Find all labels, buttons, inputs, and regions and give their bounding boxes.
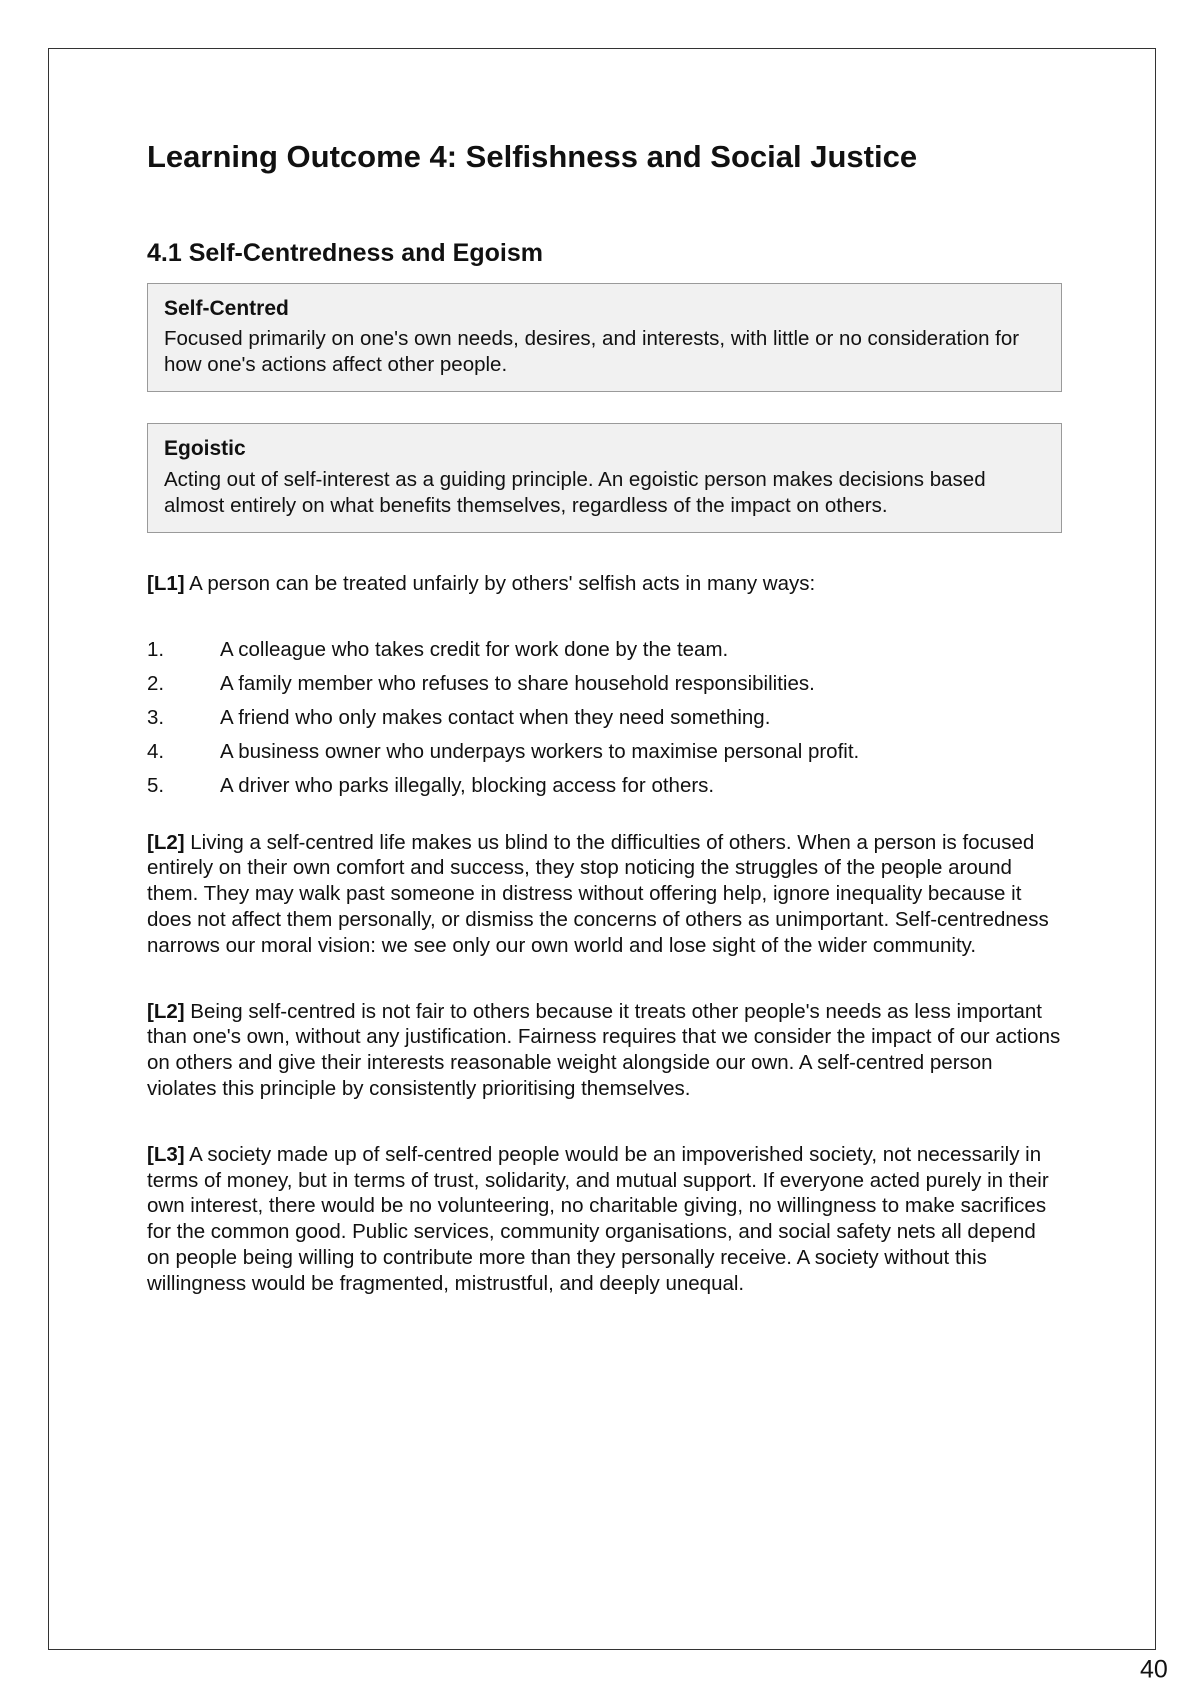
paragraph-text: Living a self-centred life makes us blind to the difficulties of others. When a person is focused entirely on their own comfort and success, they stop noticing the struggles of the people around them. They may walk past someone in distress without offering help, ignore inequality because it does not affect them personally, or dismiss the concerns of others as unimportant. Self-centredness narrows our moral vision: we see only our own world and lose sight of the wider community.: [147, 830, 1049, 957]
definition-box-egoistic: [147, 423, 1062, 532]
paragraph-text: A person can be treated unfairly by others' selfish acts in many ways:: [184, 571, 816, 595]
page-title: Learning Outcome 4: Selfishness and Social Justice: [147, 139, 918, 174]
paragraph-l1: [147, 571, 1062, 597]
list-number: 1.: [147, 637, 165, 661]
list-text: A family member who refuses to share household responsibilities.: [220, 671, 815, 695]
list-number: 3.: [147, 705, 165, 729]
list-item: [147, 633, 1062, 667]
definition-term: Egoistic: [164, 437, 246, 461]
list-number: 2.: [147, 671, 165, 695]
paragraph-l2-fairness: [147, 999, 1062, 1102]
list-item: [147, 667, 1062, 701]
paragraph-l3-society: [147, 1142, 1062, 1297]
definition-text: Focused primarily on one's own needs, desires, and interests, with little or no consideration for how one's actions affect other people.: [164, 327, 1020, 377]
document-content: [147, 138, 1062, 1297]
list-text: A colleague who takes credit for work done by the team.: [220, 637, 729, 661]
definition-text: Acting out of self-interest as a guiding principle. An egoistic person makes decisions based almost entirely on what benefits themselves, regardless of the impact on others.: [164, 467, 986, 517]
list-number: 4.: [147, 739, 165, 763]
level-tag: [L2]: [147, 999, 185, 1023]
list-item: [147, 735, 1062, 769]
list-text: A friend who only makes contact when they need something.: [220, 705, 771, 729]
list-number: 5.: [147, 773, 165, 797]
paragraph-text: A society made up of self-centred people would be an impoverished society, not necessarily in terms of money, but in terms of trust, solidarity, and mutual support. If everyone acted purely in their own interest, there would be no volunteering, no charitable giving, no willingness to make sacrifices for the common good. Public services, community organisations, and social safety nets all depend on people being willing to contribute more than they personally receive. A society without this willingness would be fragmented, mistrustful, and deeply unequal.: [147, 1142, 1049, 1295]
paragraph-l2-blindness: [147, 830, 1062, 959]
examples-list: [147, 633, 1062, 803]
level-tag: [L3]: [147, 1142, 185, 1166]
definition-box-self-centred: [147, 283, 1062, 392]
paragraph-text: Being self-centred is not fair to others because it treats other people's needs as less important than one's own, without any justification. Fairness requires that we consider the impact of our actions on others and give their interests reasonable weight alongside our own. A self-centred person violates this principle by consistently prioritising themselves.: [147, 999, 1061, 1100]
section-title: 4.1 Self-Centredness and Egoism: [147, 239, 543, 268]
list-text: A driver who parks illegally, blocking access for others.: [220, 773, 715, 797]
list-item: [147, 701, 1062, 735]
level-tag: [L1]: [147, 571, 185, 595]
level-tag: [L2]: [147, 830, 185, 854]
definition-term: Self-Centred: [164, 297, 289, 321]
list-item: [147, 769, 1062, 803]
page-number: 40: [1140, 1655, 1168, 1684]
list-text: A business owner who underpays workers to maximise personal profit.: [220, 739, 860, 763]
